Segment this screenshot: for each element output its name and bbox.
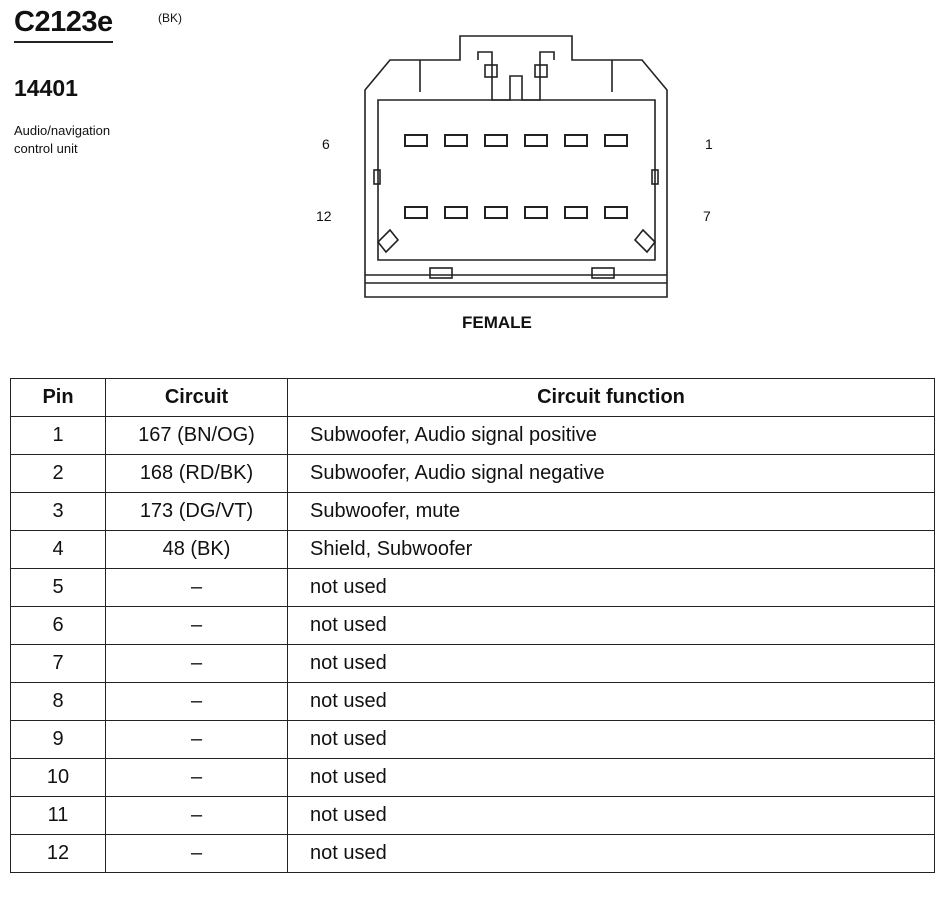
pin-label-top-left: 6 <box>322 136 330 152</box>
connector-housing <box>365 36 667 297</box>
pin-cell: 10 <box>11 759 106 797</box>
table-row <box>11 797 935 835</box>
part-number: 14401 <box>14 75 78 101</box>
pin-cavity <box>445 135 467 146</box>
function-cell: not used <box>288 569 935 607</box>
table-row <box>11 645 935 683</box>
pin-cavity <box>605 207 627 218</box>
latch-key-left <box>485 65 497 77</box>
function-cell: not used <box>288 797 935 835</box>
circuit-cell: – <box>106 569 288 607</box>
circuit-cell: – <box>106 759 288 797</box>
table-row <box>11 531 935 569</box>
function-cell: not used <box>288 607 935 645</box>
header-pin: Pin <box>11 379 106 417</box>
pin-cavity <box>485 207 507 218</box>
table-row <box>11 683 935 721</box>
connector-face-diagram <box>360 30 675 300</box>
function-cell: Subwoofer, Audio signal negative <box>288 455 935 493</box>
latch-key-right <box>535 65 547 77</box>
table-row <box>11 417 935 455</box>
pin-cell: 12 <box>11 835 106 873</box>
table-row <box>11 569 935 607</box>
function-cell: not used <box>288 645 935 683</box>
circuit-cell: – <box>106 721 288 759</box>
pin-cell: 11 <box>11 797 106 835</box>
pin-cell: 7 <box>11 645 106 683</box>
function-cell: Subwoofer, mute <box>288 493 935 531</box>
table-row <box>11 759 935 797</box>
function-cell: not used <box>288 835 935 873</box>
pin-cell: 1 <box>11 417 106 455</box>
circuit-cell: 173 (DG/VT) <box>106 493 288 531</box>
pin-cavity <box>445 207 467 218</box>
component-description <box>14 122 110 158</box>
pin-cell: 2 <box>11 455 106 493</box>
table-row <box>11 721 935 759</box>
function-cell: not used <box>288 759 935 797</box>
description-line-2: control unit <box>14 141 78 156</box>
pin-cell: 4 <box>11 531 106 569</box>
table-row <box>11 493 935 531</box>
pinout-table <box>10 378 935 873</box>
function-cell: Subwoofer, Audio signal positive <box>288 417 935 455</box>
connector-latch <box>478 52 554 100</box>
function-cell: not used <box>288 683 935 721</box>
pin-cavity <box>605 135 627 146</box>
pin-label-bottom-left: 12 <box>316 208 332 224</box>
table-row <box>11 835 935 873</box>
pin-cell: 5 <box>11 569 106 607</box>
pin-cell: 3 <box>11 493 106 531</box>
circuit-cell: – <box>106 835 288 873</box>
connector-cavity <box>378 100 655 260</box>
pin-cavity <box>485 135 507 146</box>
circuit-cell: – <box>106 607 288 645</box>
header-circuit: Circuit <box>106 379 288 417</box>
pin-cell: 6 <box>11 607 106 645</box>
table-header-row <box>11 379 935 417</box>
connector-id: C2123e <box>14 6 113 43</box>
pin-cavity <box>565 207 587 218</box>
circuit-cell: – <box>106 797 288 835</box>
description-line-1: Audio/navigation <box>14 123 111 138</box>
pin-cavity <box>405 135 427 146</box>
pin-label-bottom-right: 7 <box>703 208 711 224</box>
pin-cell: 9 <box>11 721 106 759</box>
circuit-cell: – <box>106 645 288 683</box>
circuit-cell: 168 (RD/BK) <box>106 455 288 493</box>
circuit-cell: 48 (BK) <box>106 531 288 569</box>
pin-cavity <box>525 207 547 218</box>
pin-cavity <box>405 207 427 218</box>
pin-label-top-right: 1 <box>705 136 713 152</box>
function-cell: Shield, Subwoofer <box>288 531 935 569</box>
circuit-cell: – <box>106 683 288 721</box>
header-circuit-function: Circuit function <box>288 379 935 417</box>
table-row <box>11 455 935 493</box>
table-row <box>11 607 935 645</box>
function-cell: not used <box>288 721 935 759</box>
circuit-cell: 167 (BN/OG) <box>106 417 288 455</box>
connector-color-code: (BK) <box>158 11 182 25</box>
pin-cavity <box>565 135 587 146</box>
pin-cavity <box>525 135 547 146</box>
connector-gender-label: FEMALE <box>462 313 532 332</box>
pin-cell: 8 <box>11 683 106 721</box>
